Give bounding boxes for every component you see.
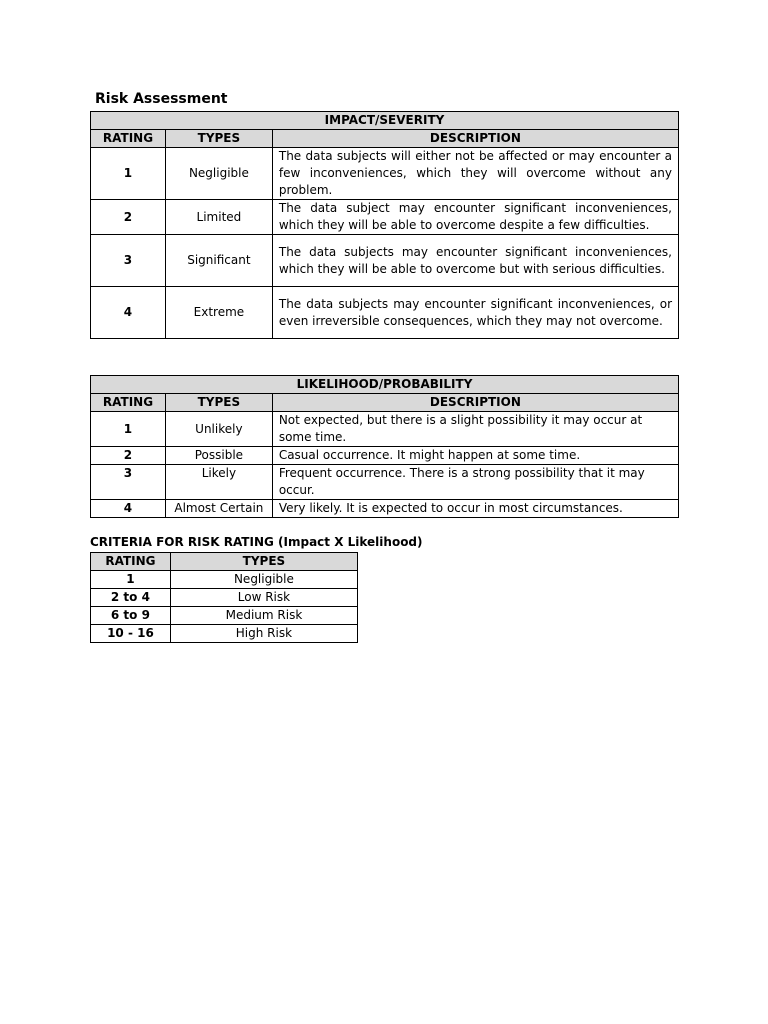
- impact-col-description: DESCRIPTION: [272, 130, 678, 148]
- impact-rating-cell: 2: [91, 200, 166, 235]
- criteria-rating-cell: 10 - 16: [91, 625, 171, 643]
- likelihood-heading: LIKELIHOOD/PROBABILITY: [91, 376, 679, 394]
- impact-description-cell: The data subjects will either not be affected or may encounter a few inconveniences, which they will overcome without any problem.: [272, 148, 678, 200]
- likelihood-rating-cell: 2: [91, 447, 166, 465]
- impact-type-cell: Limited: [165, 200, 272, 235]
- impact-rating-cell: 4: [91, 287, 166, 339]
- impact-column-header-row: [91, 130, 679, 148]
- impact-heading: IMPACT/SEVERITY: [91, 112, 679, 130]
- impact-row: [91, 148, 679, 200]
- likelihood-row: [91, 465, 679, 500]
- likelihood-rating-cell: 4: [91, 500, 166, 518]
- criteria-row: [91, 625, 358, 643]
- page-title: Risk Assessment: [95, 91, 228, 107]
- criteria-column-header-row: [91, 553, 358, 571]
- criteria-rating-cell: 6 to 9: [91, 607, 171, 625]
- impact-type-cell: Significant: [165, 235, 272, 287]
- likelihood-description-cell: Frequent occurrence. There is a strong possibility that it may occur.: [272, 465, 678, 500]
- impact-col-types: TYPES: [165, 130, 272, 148]
- likelihood-row: [91, 447, 679, 465]
- criteria-row: [91, 607, 358, 625]
- likelihood-type-cell: Unlikely: [165, 412, 272, 447]
- impact-rating-cell: 1: [91, 148, 166, 200]
- criteria-col-types: TYPES: [170, 553, 357, 571]
- likelihood-rating-cell: 3: [91, 465, 166, 500]
- impact-severity-table: [90, 111, 679, 339]
- likelihood-probability-table: [90, 375, 679, 518]
- criteria-type-cell: High Risk: [170, 625, 357, 643]
- criteria-row: [91, 589, 358, 607]
- criteria-type-cell: Negligible: [170, 571, 357, 589]
- likelihood-row: [91, 500, 679, 518]
- criteria-type-cell: Medium Risk: [170, 607, 357, 625]
- likelihood-row: [91, 412, 679, 447]
- impact-description-cell: The data subject may encounter significant inconveniences, which they will be able to overcome despite a few difficulties.: [272, 200, 678, 235]
- impact-row: [91, 200, 679, 235]
- likelihood-description-cell: Casual occurrence. It might happen at some time.: [272, 447, 678, 465]
- likelihood-column-header-row: [91, 394, 679, 412]
- likelihood-type-cell: Almost Certain: [165, 500, 272, 518]
- likelihood-heading-row: [91, 376, 679, 394]
- impact-type-cell: Negligible: [165, 148, 272, 200]
- impact-rating-cell: 3: [91, 235, 166, 287]
- criteria-col-rating: RATING: [91, 553, 171, 571]
- likelihood-col-types: TYPES: [165, 394, 272, 412]
- risk-rating-criteria-table: [90, 552, 358, 643]
- likelihood-rating-cell: 1: [91, 412, 166, 447]
- criteria-row: [91, 571, 358, 589]
- likelihood-col-rating: RATING: [91, 394, 166, 412]
- impact-type-cell: Extreme: [165, 287, 272, 339]
- impact-row: [91, 287, 679, 339]
- impact-heading-row: [91, 112, 679, 130]
- likelihood-description-cell: Not expected, but there is a slight possibility it may occur at some time.: [272, 412, 678, 447]
- criteria-rating-cell: 1: [91, 571, 171, 589]
- impact-row: [91, 235, 679, 287]
- likelihood-type-cell: Possible: [165, 447, 272, 465]
- criteria-heading: CRITERIA FOR RISK RATING (Impact X Likelihood): [90, 535, 423, 549]
- impact-description-cell: The data subjects may encounter significant inconveniences, or even irreversible consequences, which they may not overcome.: [272, 287, 678, 339]
- likelihood-col-description: DESCRIPTION: [272, 394, 678, 412]
- impact-description-cell: The data subjects may encounter significant inconveniences, which they will be able to overcome but with serious difficulties.: [272, 235, 678, 287]
- criteria-rating-cell: 2 to 4: [91, 589, 171, 607]
- impact-col-rating: RATING: [91, 130, 166, 148]
- likelihood-type-cell: Likely: [165, 465, 272, 500]
- criteria-type-cell: Low Risk: [170, 589, 357, 607]
- likelihood-description-cell: Very likely. It is expected to occur in most circumstances.: [272, 500, 678, 518]
